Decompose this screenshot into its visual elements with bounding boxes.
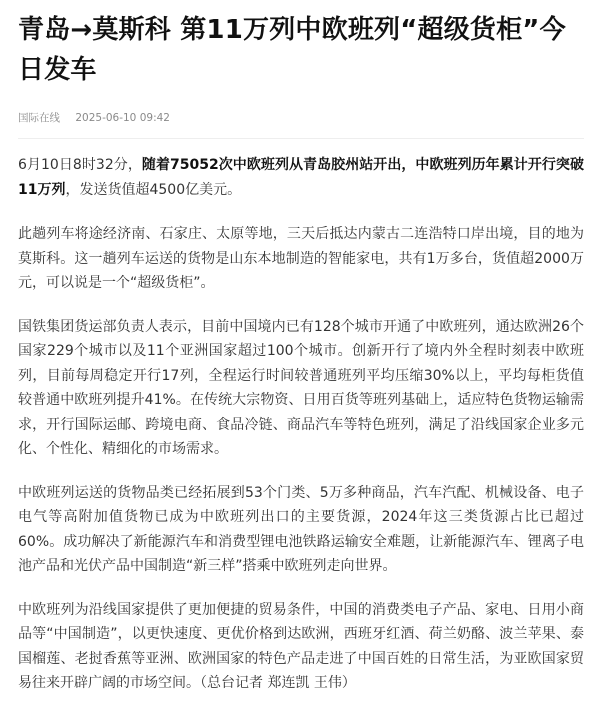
lead-prefix: 6月10日8时32分， xyxy=(18,157,142,173)
lead-bold: 随着75052次中欧班列从青岛胶州站开出，中欧班列历年累计开行突破11万列 xyxy=(18,157,584,198)
divider xyxy=(18,138,584,139)
paragraph-trade: 中欧班列为沿线国家提供了更加便捷的贸易条件，中国的消费类电子产品、家电、日用小商品等“中国制造”，以更快速度、更优价格到达欧洲，西班牙红酒、荷兰奶酪、波兰苹果、泰国榴莲、老挝香蕉等亚洲、欧洲国家的特色产品走进了中国百姓的日常生活，为亚欧国家贸易往来开辟广阔的市场空间。（总台记者 郑连凯 王伟） xyxy=(18,601,584,691)
paragraph-goods: 中欧班列运送的货物品类已经拓展到53个门类、5万多种商品，汽车汽配、机械设备、电子电气等高附加值货物已成为中欧班列出口的主要货源，2024年这三类货源占比已超过60%。成功解决了新能源汽车和消费型锂电池铁路运输安全难题，让新能源汽车、锂离子电池产品和光伏产品中国制造“新三样”搭乘中欧班列走向世界。 xyxy=(18,484,584,574)
article-meta xyxy=(18,110,584,126)
lead-paragraph xyxy=(18,153,584,202)
article-source[interactable]: 国际在线 xyxy=(18,112,60,124)
article-date: 2025-06-10 09:42 xyxy=(75,112,170,124)
paragraph-network: 国铁集团货运部负责人表示，目前中国境内已有128个城市开通了中欧班列，通达欧洲26个国家229个城市以及11个亚洲国家超过100个城市。创新开行了境内外全程时刻表中欧班列，目前每周稳定开行17列，全程运行时间较普通班列平均压缩30%以上，平均每柜货值较普通中欧班列提升41%。在传统大宗物资、日用百货等班列基础上，适应特色货物运输需求，开行国际运邮、跨境电商、食品冷链、商品汽车等特色班列，满足了沿线国家企业多元化、个性化、精细化的市场需求。 xyxy=(18,318,584,457)
article-body xyxy=(18,153,584,696)
lead-suffix: ，发送货值超4500亿美元。 xyxy=(65,181,242,198)
article-title: 青岛→莫斯科 第11万列中欧班列“超级货柜”今日发车 xyxy=(18,15,566,85)
paragraph-route: 此趟列车将途经济南、石家庄、太原等地，三天后抵达内蒙古二连浩特口岸出境，目的地为莫斯科。这一趟列车运送的货物是山东本地制造的智能家电，共有1万多台，货值超2000万元，可以说是一个“超级货柜”。 xyxy=(18,226,584,291)
